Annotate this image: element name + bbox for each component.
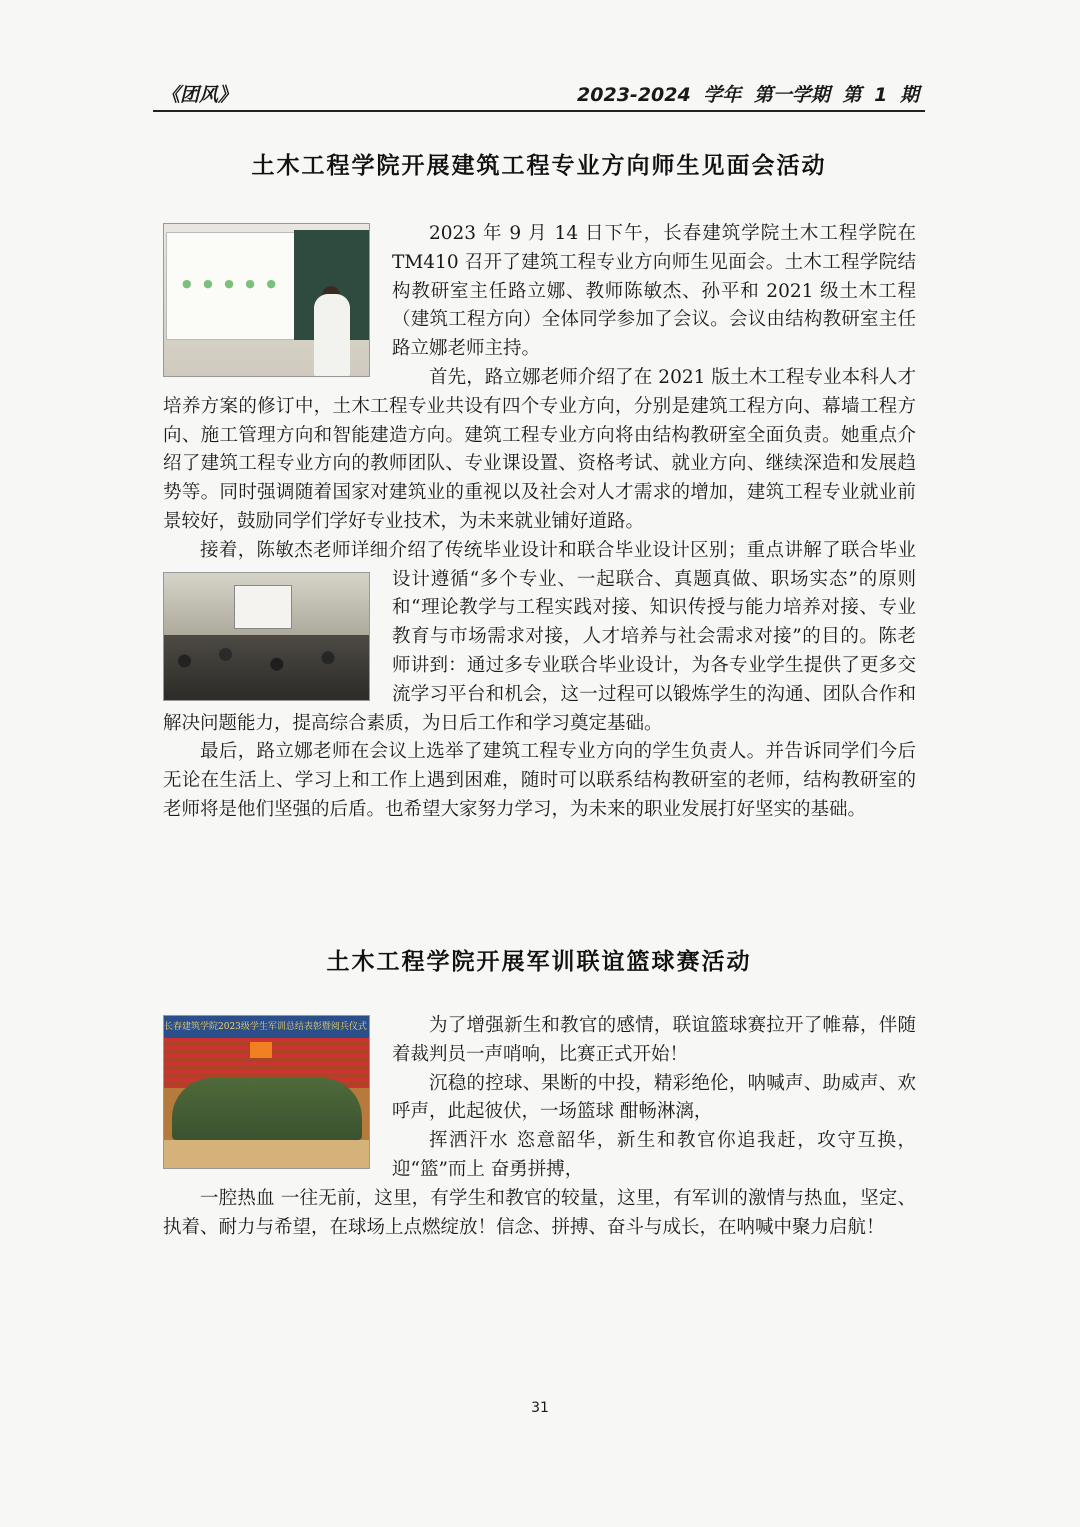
article1-body xyxy=(163,220,916,825)
article1-paragraph: 最后，路立娜老师在会议上选举了建筑工程专业方向的学生负责人。并告诉同学们今后无论在生活上、学习上和工作上遇到困难，随时可以联系结构教研室的老师，结构教研室的老师将是他们坚强的后盾。也希望大家努力学习，为未来的职业发展打好坚实的基础。 xyxy=(163,741,916,820)
publication-name: 《团风》 xyxy=(161,84,238,106)
issue-info: 2023-2024 学年 第一学期 第 1 期 xyxy=(577,84,919,106)
article2-paragraph: 挥洒汗水 恣意韶华，新生和教官你追我赶，攻守互换，迎“篮”而上 奋勇拼搏， xyxy=(392,1130,916,1180)
lecture-photo: ● ● ● ● ● xyxy=(163,223,370,377)
article1-paragraph: 2023 年 9 月 14 日下午，长春建筑学院土木工程学院在TM410 召开了建筑工程专业方向师生见面会。土木工程学院结构教研室主任路立娜、教师陈敏杰、孙平和 2021 级土木工程（建筑工程方向）全体同学参加了会议。会议由结构教研室主任路立娜老师主持。 xyxy=(392,223,916,360)
photo-banner: 长春建筑学院2023级学生军训总结表彰暨阅兵仪式 xyxy=(164,1016,369,1038)
audience-photo xyxy=(163,572,370,701)
article2-body xyxy=(163,1012,916,1242)
article2-paragraph: 为了增强新生和教官的感情，联谊篮球赛拉开了帷幕，伴随着裁判员一声哨响，比赛正式开始！ xyxy=(392,1015,916,1065)
article2-title: 土木工程学院开展军训联谊篮球赛活动 xyxy=(326,949,752,975)
page-number: 31 xyxy=(531,1400,549,1416)
group-photo xyxy=(163,1015,370,1169)
article2-paragraph: 一腔热血 一往无前，这里，有学生和教官的较量，这里，有军训的激情与热血，坚定、执着、耐力与希望，在球场上点燃绽放！信念、拼搏、奋斗与成长，在呐喊中聚力启航！ xyxy=(163,1187,916,1238)
article1-title: 土木工程学院开展建筑工程专业方向师生见面会活动 xyxy=(251,153,827,179)
page-header xyxy=(153,80,925,112)
article1-paragraph: 首先，路立娜老师介绍了在 2021 版土木工程专业本科人才培养方案的修订中，土木工程专业共设有四个专业方向，分别是建筑工程方向、幕墙工程方向、施工管理方向和智能建造方向。建筑工程专业方向将由结构教研室全面负责。她重点介绍了建筑工程专业方向的教师团队、专业课设置、资格考试、就业方向、继续深造和发展趋势等。同时强调随着国家对建筑业的重视以及社会对人才需求的增加，建筑工程专业就业前景较好，鼓励同学们学好专业技术，为未来就业铺好道路。 xyxy=(163,366,916,532)
article2-paragraph: 沉稳的控球、果断的中投，精彩绝伦，呐喊声、助威声、欢呼声，此起彼伏，一场篮球 酣畅淋漓， xyxy=(392,1072,916,1123)
article1-paragraph: 接着，陈敏杰老师详细介绍了传统毕业设计和联合毕业设计区别；重点讲解 了联合毕业设计遵循“多个专业、一起联合、真题真做、职场实态”的原则和“理论教学与工程实践对接、知识传授与能力培养对接、专业教育与市场需求对接，人才培养与社会需求对接”的目的。陈老师讲到：通过多专业联合毕业设计，为各专业学生提供了更多交流学习平台和机会，这一过程可以锻炼学生的沟通、团队合作和解决问题能力，提高综合素质，为日后工作和学习奠定基础。 xyxy=(163,539,916,734)
